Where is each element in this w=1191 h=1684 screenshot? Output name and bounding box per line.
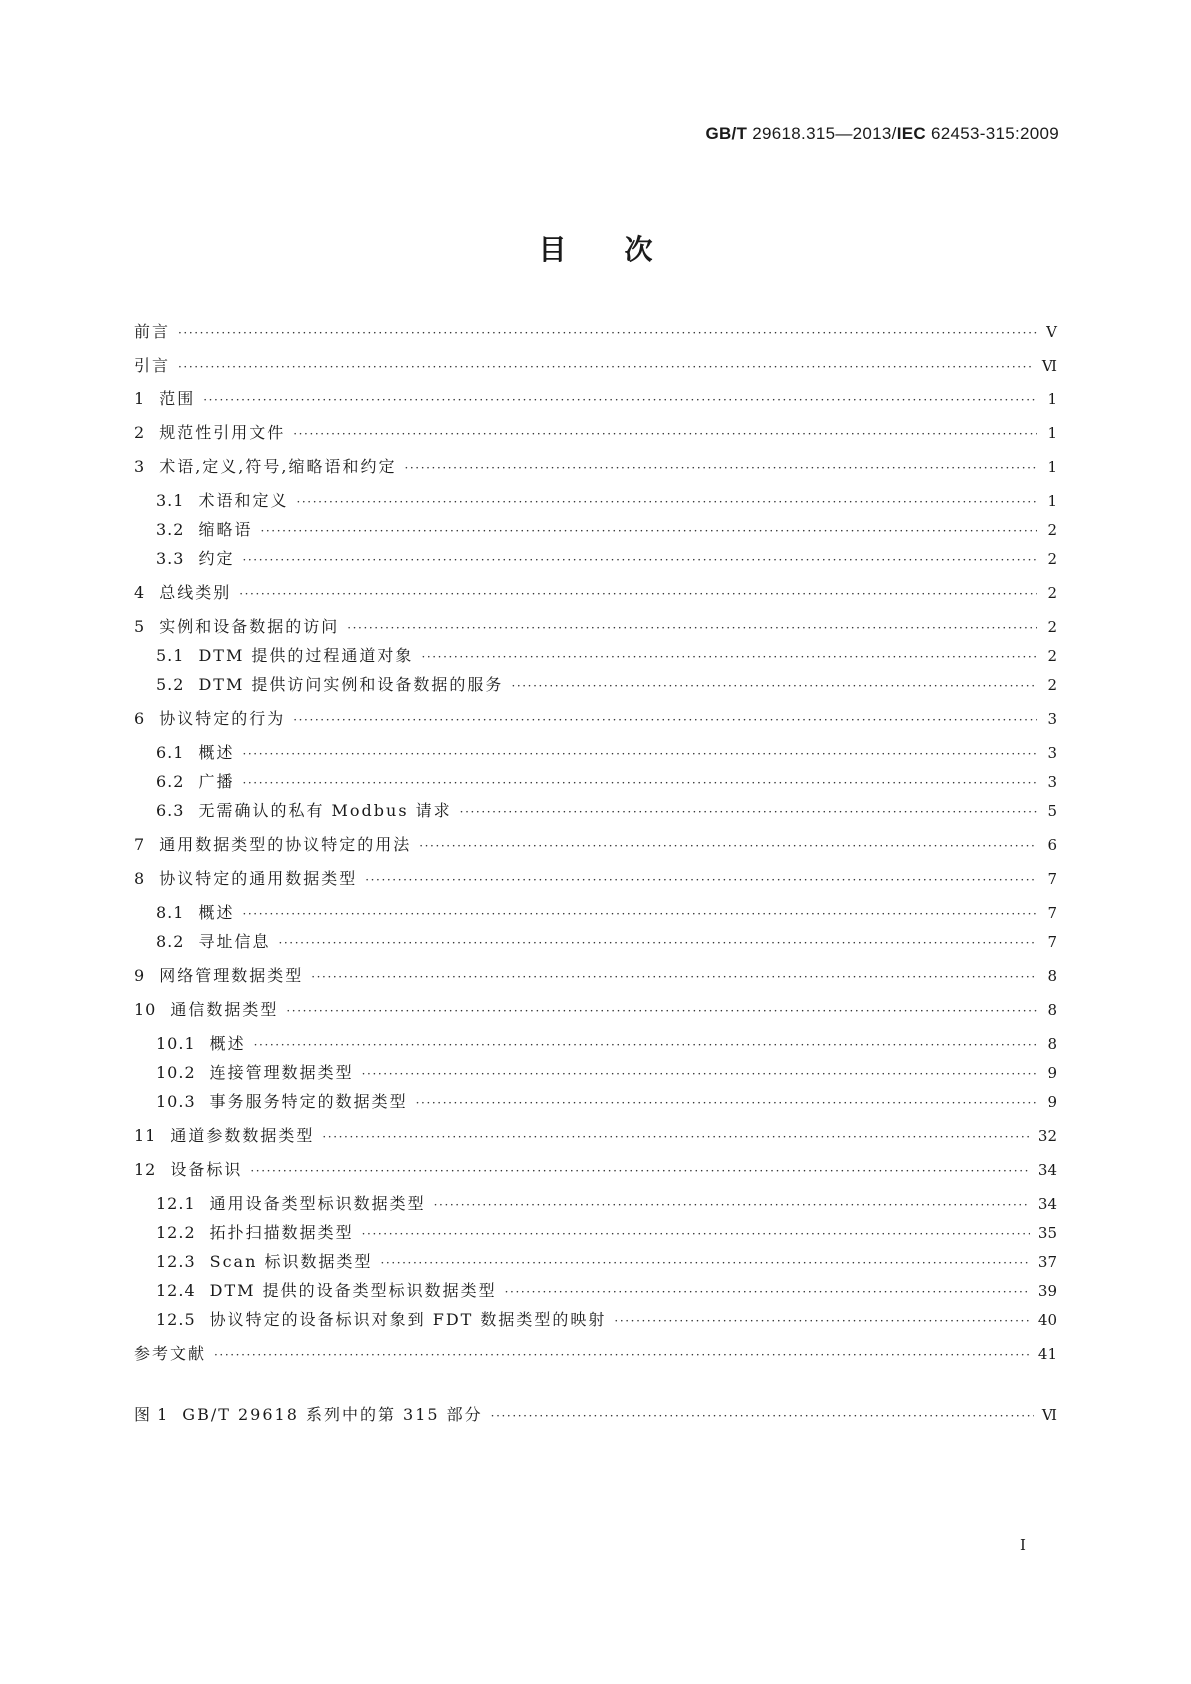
toc-entry[interactable] [156, 547, 1057, 571]
dot-leader [278, 931, 1037, 955]
toc-entry-page: 1 [1047, 390, 1057, 408]
toc-entry-page: 7 [1047, 904, 1057, 922]
dot-leader [296, 490, 1037, 514]
toc-entry[interactable] [134, 581, 1057, 605]
toc-entry-number: 1 [134, 389, 146, 408]
toc-entry-page: 2 [1047, 676, 1057, 694]
dot-leader [254, 1033, 1037, 1057]
toc-entry[interactable] [156, 1221, 1057, 1245]
toc-entry-page: 7 [1047, 870, 1057, 888]
toc-entry-page: 2 [1047, 584, 1057, 602]
dot-leader [416, 1091, 1037, 1115]
toc-entry-label: 引言 [134, 356, 171, 375]
dot-leader [311, 965, 1037, 989]
dot-leader [419, 834, 1037, 858]
toc-entry-label: GB/T 29618 系列中的第 315 部分 [182, 1405, 483, 1424]
standard-code-prefix: GB/T [705, 124, 748, 143]
toc-entry-number: 6.3 [156, 801, 185, 820]
toc-entry-page: 35 [1037, 1224, 1057, 1242]
toc-entry-label: 无需确认的私有 Modbus 请求 [198, 801, 452, 820]
dot-leader [421, 645, 1037, 669]
toc-entry-label: 设备标识 [170, 1160, 243, 1179]
toc-entry[interactable] [134, 1403, 1057, 1427]
toc-entry-page: 34 [1037, 1161, 1057, 1179]
toc-entry[interactable] [134, 1342, 1057, 1366]
dot-leader [242, 902, 1037, 926]
dot-leader [178, 321, 1037, 345]
dot-leader [250, 1159, 1030, 1183]
page-title: 目次 [538, 233, 711, 266]
toc-entry[interactable] [134, 998, 1057, 1022]
toc-entry-label: 实例和设备数据的访问 [159, 617, 340, 636]
toc-entry[interactable] [156, 1192, 1057, 1216]
dot-leader [347, 616, 1037, 640]
dot-leader [239, 582, 1037, 606]
dot-leader [293, 422, 1037, 446]
toc-entry-page: 32 [1037, 1127, 1057, 1145]
toc-entry-number: 3.1 [156, 491, 185, 510]
dot-leader [511, 674, 1037, 698]
toc-entry-number: 7 [134, 835, 146, 854]
standard-code-number: 29618.315—2013/ [747, 124, 897, 143]
toc-entry[interactable] [156, 518, 1057, 542]
toc-entry[interactable] [156, 1090, 1057, 1114]
toc-entry-number: 5.2 [156, 675, 185, 694]
toc-entry-label: 前言 [134, 322, 171, 341]
dot-leader [242, 742, 1037, 766]
dot-leader [260, 519, 1037, 543]
toc-entry-page: 40 [1037, 1311, 1057, 1329]
toc-entry-page: 3 [1047, 744, 1057, 762]
toc-entry-label: DTM 提供的设备类型标识数据类型 [209, 1281, 497, 1300]
toc-entry[interactable] [134, 707, 1057, 731]
toc-entry-label: 通信数据类型 [170, 1000, 279, 1019]
toc-entry-number: 8 [134, 869, 146, 888]
toc-entry[interactable] [156, 1061, 1057, 1085]
toc-entry-page: 6 [1047, 836, 1057, 854]
dot-leader [614, 1309, 1030, 1333]
toc-entry-page: Ⅴ [1046, 323, 1057, 341]
dot-leader [242, 548, 1037, 572]
toc-entry-page: Ⅵ [1041, 1406, 1057, 1424]
toc-entry-number: 8.2 [156, 932, 185, 951]
toc-entry-label: 通道参数数据类型 [170, 1126, 315, 1145]
toc-entry-page: 5 [1047, 802, 1057, 820]
standard-code-header [705, 124, 1059, 144]
dot-leader [203, 388, 1037, 412]
toc-entry[interactable] [156, 930, 1057, 954]
dot-leader [242, 771, 1037, 795]
toc-entry-number: 12.3 [156, 1252, 196, 1271]
dot-leader [460, 800, 1037, 824]
toc-entry[interactable] [156, 1032, 1057, 1056]
toc-entry-page: 2 [1047, 550, 1057, 568]
toc-entry[interactable] [134, 867, 1057, 891]
dot-leader [365, 868, 1037, 892]
dot-leader [286, 999, 1037, 1023]
toc-entry-page: 3 [1047, 710, 1057, 728]
dot-leader [505, 1280, 1030, 1304]
toc-entry[interactable] [156, 799, 1057, 823]
toc-entry-label: 协议特定的通用数据类型 [159, 869, 358, 888]
toc-entry-page: 41 [1037, 1345, 1057, 1363]
toc-entry[interactable] [156, 1308, 1057, 1332]
toc-entry-number: 6.1 [156, 743, 185, 762]
dot-leader [380, 1251, 1029, 1275]
toc-entry-page: 8 [1047, 967, 1057, 985]
dot-leader [491, 1404, 1034, 1428]
toc-entry-number: 12.5 [156, 1310, 196, 1329]
toc-entry-page: 3 [1047, 773, 1057, 791]
toc-entry-page: 34 [1037, 1195, 1057, 1213]
toc-entry-number: 3 [134, 457, 146, 476]
toc-entry-number: 6 [134, 709, 146, 728]
toc-entry[interactable] [156, 901, 1057, 925]
toc-entry-label: DTM 提供的过程通道对象 [198, 646, 414, 665]
toc-entry[interactable] [156, 644, 1057, 668]
toc-entry-number: 9 [134, 966, 146, 985]
toc-entry-page: 9 [1047, 1093, 1057, 1111]
toc-entry-page: 2 [1047, 618, 1057, 636]
dot-leader [362, 1222, 1030, 1246]
toc-entry-label: 通用设备类型标识数据类型 [209, 1194, 426, 1213]
toc-entry[interactable] [134, 320, 1057, 344]
toc-entry[interactable] [134, 964, 1057, 988]
toc-entry[interactable] [156, 673, 1057, 697]
toc-entry[interactable] [134, 615, 1057, 639]
dot-leader [293, 708, 1037, 732]
toc-entry-number: 8.1 [156, 903, 185, 922]
toc-entry[interactable] [156, 1250, 1057, 1274]
toc-entry-label: 范围 [159, 389, 196, 408]
toc-entry-page: 8 [1047, 1035, 1057, 1053]
toc-entry-label: 参考文献 [134, 1344, 207, 1363]
toc-entry[interactable] [134, 387, 1057, 411]
toc-entry-page: 8 [1047, 1001, 1057, 1019]
toc-entry-number: 4 [134, 583, 146, 602]
toc-entry-page: 39 [1037, 1282, 1057, 1300]
toc-entry-number: 10.3 [156, 1092, 196, 1111]
dot-leader [362, 1062, 1037, 1086]
iec-prefix: IEC [896, 124, 926, 143]
toc-entry-label: 连接管理数据类型 [209, 1063, 354, 1082]
toc-entry[interactable] [134, 455, 1057, 479]
toc-entry-label: DTM 提供访问实例和设备数据的服务 [198, 675, 504, 694]
toc-entry-page: 9 [1047, 1064, 1057, 1082]
toc-entry[interactable] [156, 741, 1057, 765]
toc-entry-label: 概述 [198, 743, 235, 762]
toc-entry[interactable] [134, 833, 1057, 857]
toc-entry[interactable] [134, 354, 1057, 378]
toc-entry-label: 规范性引用文件 [159, 423, 286, 442]
toc-entry-page: 2 [1047, 647, 1057, 665]
toc-entry-number: 2 [134, 423, 146, 442]
toc-entry-page: Ⅵ [1041, 357, 1057, 375]
toc-entry-label: 约定 [198, 549, 235, 568]
toc-entry-label: 协议特定的行为 [159, 709, 286, 728]
toc-entry-number: 10.1 [156, 1034, 196, 1053]
toc-entry-label: 寻址信息 [198, 932, 271, 951]
toc-entry-label: 总线类别 [159, 583, 232, 602]
toc-entry[interactable] [134, 1158, 1057, 1182]
page-number: I [1020, 1536, 1026, 1554]
toc-entry-number: 3.2 [156, 520, 185, 539]
toc-entry[interactable] [134, 1124, 1057, 1148]
toc-entry-label: 网络管理数据类型 [159, 966, 304, 985]
toc-entry-label: 通用数据类型的协议特定的用法 [159, 835, 412, 854]
toc-entry-page: 1 [1047, 458, 1057, 476]
toc-entry-number: 5 [134, 617, 146, 636]
toc-entry-label: 术语,定义,符号,缩略语和约定 [159, 457, 397, 476]
dot-leader [404, 456, 1037, 480]
toc-entry-number: 10.2 [156, 1063, 196, 1082]
iec-number: 62453-315:2009 [925, 124, 1059, 143]
toc-entry-number: 10 [134, 1000, 157, 1019]
toc-entry-label: 事务服务特定的数据类型 [209, 1092, 408, 1111]
toc-entry-label: 协议特定的设备标识对象到 FDT 数据类型的映射 [209, 1310, 607, 1329]
toc-entry-number: 5.1 [156, 646, 185, 665]
toc-entry-label: Scan 标识数据类型 [209, 1252, 373, 1271]
toc-entry-number: 12 [134, 1160, 157, 1179]
toc-entry-label: 广播 [198, 772, 235, 791]
toc-entry-label: 概述 [209, 1034, 246, 1053]
toc-entry-label: 概述 [198, 903, 235, 922]
toc-entry-page: 1 [1047, 424, 1057, 442]
toc-entry-number: 12.4 [156, 1281, 196, 1300]
toc-entry-page: 37 [1037, 1253, 1057, 1271]
toc-entry-number: 6.2 [156, 772, 185, 791]
toc-entry-label: 缩略语 [198, 520, 253, 539]
toc-entry[interactable] [156, 489, 1057, 513]
toc-entry-number: 11 [134, 1126, 157, 1145]
dot-leader [322, 1125, 1030, 1149]
toc-entry-number: 图 1 [134, 1405, 169, 1424]
toc-entry[interactable] [156, 1279, 1057, 1303]
toc-entry-page: 7 [1047, 933, 1057, 951]
toc-entry[interactable] [156, 770, 1057, 794]
dot-leader [434, 1193, 1030, 1217]
toc-entry-page: 2 [1047, 521, 1057, 539]
toc-entry[interactable] [134, 421, 1057, 445]
toc-entry-number: 12.1 [156, 1194, 196, 1213]
toc-entry-number: 12.2 [156, 1223, 196, 1242]
toc-entry-label: 拓扑扫描数据类型 [209, 1223, 354, 1242]
toc-entry-label: 术语和定义 [198, 491, 289, 510]
dot-leader [214, 1343, 1030, 1367]
dot-leader [178, 355, 1034, 379]
toc-entry-page: 1 [1047, 492, 1057, 510]
toc-entry-number: 3.3 [156, 549, 185, 568]
